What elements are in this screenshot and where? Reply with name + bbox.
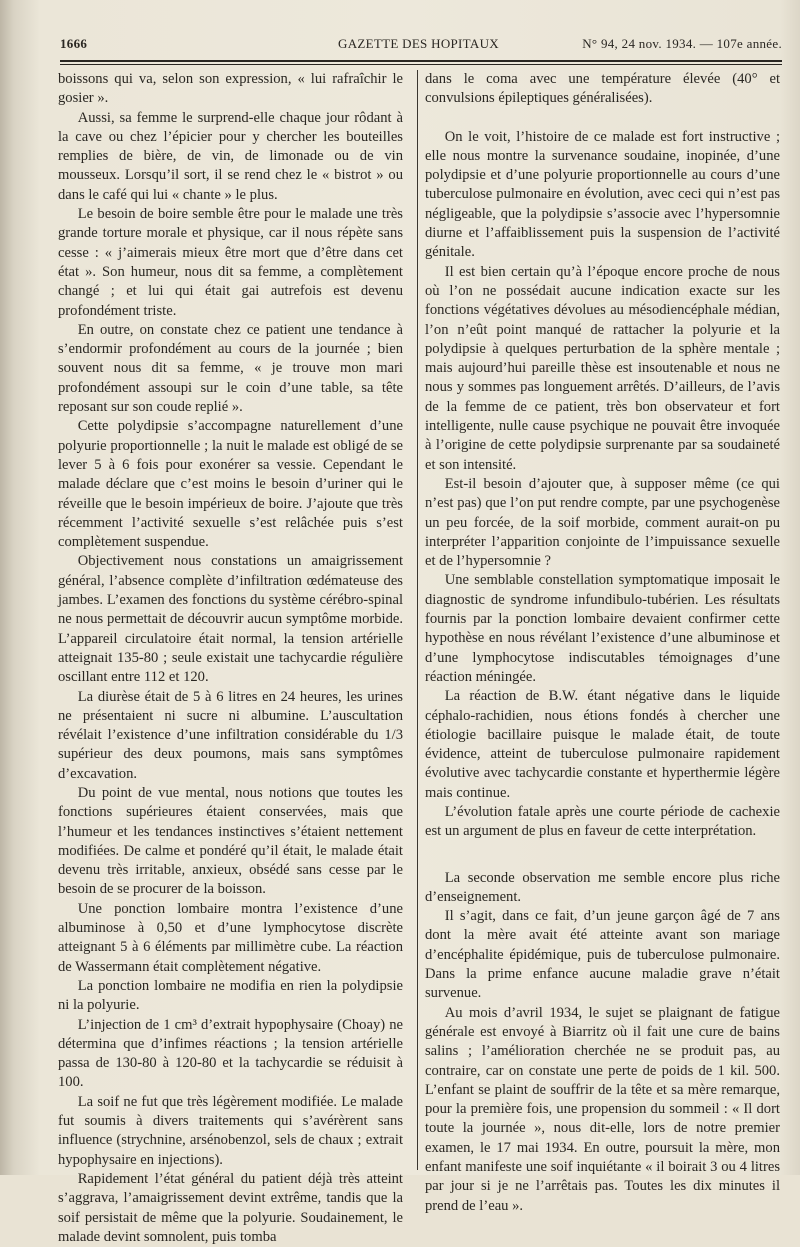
paragraph: On le voit, l’histoire de ce malade est fort instructive ; elle nous montre la survenance soudaine, inopinée, d’une polydipsie et d’une polyurie proportionnelle au cours d’une tuberculose pulmonaire en évolution, avec ceci qui n’est pas négligeable, que la polydipsie s’associe avec l’hypersomnie diurne et l’affaiblissement puis la suspension de l’activité génitale. (425, 128, 780, 261)
paragraph: Une ponction lombaire montra l’existence d’une albuminose à 0,50 et d’une lymphocytose discrète atteignant 5 à 6 éléments par millimètre cube. La réaction de Wassermann était complètement négative. (58, 900, 403, 975)
column-divider (417, 70, 418, 1170)
paragraph: L’évolution fatale après une courte période de cachexie est un argument de plus en faveur de cette interprétation. (425, 803, 780, 840)
paragraph: Une semblable constellation symptomatique imposait le diagnostic de syndrome infundibulo-tubérien. Les résultats fournis par la ponction lombaire devaient confirmer cette hypothèse en nous révélant l’existence d’une albuminose et d’une lymphocytose indiscutables témoignages d’une réaction méningée. (425, 572, 780, 685)
paragraph: Du point de vue mental, nous notions que toutes les fonctions supérieures étaient conservées, mais que l’humeur et les tendances instinctives s’étaient nettement modifiées. De calme et pondéré qu’il était, le malade était devenu très irritable, anxieux, obsédé sans cesse par le besoin de se procurer de la boisson. (58, 784, 403, 898)
right-column (425, 70, 780, 1216)
paragraph: boissons qui va, selon son expression, « lui rafraîchir le gosier ». (58, 71, 403, 107)
paragraph: La soif ne fut que très légèrement modifiée. Le malade fut soumis à divers traitements qui s’avérèrent sans influence (strychnine, arsénobenzol, sels de chaux ; extrait hypophysaire en injections). (58, 1093, 403, 1168)
paragraph: dans le coma avec une température élevée (40° et convulsions épileptiques généralisées). (425, 71, 780, 107)
page-number: 1666 (60, 36, 88, 51)
paragraph: Objectivement nous constations un amaigrissement général, l’absence complète d’infiltration œdémateuse des jambes. L’examen des fonctions du système cérébro-spinal ne nous permettait de découvrir aucun symptôme morbide. L’appareil circulatoire était normal, la tension artérielle atteignait 135-80 ; seule existait une tachycardie régulière oscillant entre 112 et 120. (58, 553, 403, 686)
paragraph: Le besoin de boire semble être pour le malade une très grande torture morale et physique, car il nous répète sans cesse : « j’aimerais mieux être mort que d’être dans cet état ». Son humeur, nous dit sa femme, a complètement changé ; et lui qui était gai autrefois est devenu profondément triste. (58, 206, 403, 319)
paragraph: Aussi, sa femme le surprend-elle chaque jour rôdant à la cave ou chez l’épicier pour y chercher les bouteilles remplies de bière, de vin, de limonade ou de vin mousseux. Lorsqu’il sort, il se rend chez le « bistrot » ou dans le café qui lui « chante » le plus. (58, 109, 403, 203)
paragraph: La diurèse était de 5 à 6 litres en 24 heures, les urines ne présentaient ni sucre ni albumine. L’auscultation révélait l’existence d’une infiltration considérable du 1/3 supérieur des deux poumons, mais sans symptômes d’excavation. (58, 688, 403, 782)
header-rule (60, 60, 782, 62)
header-rule-thin (60, 64, 782, 65)
issue-info: N° 94, 24 nov. 1934. — 107e année. (582, 36, 782, 51)
paragraph: Est-il besoin d’ajouter que, à supposer même (ce qui n’est pas) que l’on put rendre compte, par une psychogenèse un peu forcée, de la soif morbide, comment aurait-on pu interpréter l’apparition conjointe de l’impuissance sexuelle et de l’hypersomnie ? (425, 475, 780, 570)
paragraph: Cette polydipsie s’accompagne naturellement d’une polyurie proportionnelle ; la nuit le malade est obligé de se lever 5 à 6 fois pour exonérer sa vessie. Cependant le malade déclare que c’est moins le besoin d’uriner qui le réveille que le besoin impérieux de boire. J’ajoute que très récemment l’activité sexuelle s’est relâchée puis s’est complètement suspendue. (58, 418, 403, 551)
paragraph: Rapidement l’état général du patient déjà très atteint s’aggrava, l’amaigrissement devint extrême, tandis que la soif persistait de même que la polyurie. Soudainement, le malade devint somnolent, puis tomba (58, 1170, 403, 1245)
paragraph: Il est bien certain qu’à l’époque encore proche de nous où l’on ne possédait aucune indication exacte sur les fonctions végétatives dévolues au mésodiencéphale médian, l’on n’eût point manqué de rattacher la polyurie et la polydipsie à quelques perturbation de la sphère mentale ; mais aujourd’hui pareille thèse est insoutenable et nous ne nous y sommes pas longuement arrêtés. D’ailleurs, de l’avis de la femme de ce patient, très bon observateur et fort intelligente, nulle cause psychique ne pouvait être invoquée à l’origine de cette polydipsie surprenante par sa soudaineté et son intensité. (425, 263, 780, 473)
paragraph: La réaction de B.W. étant négative dans le liquide céphalo-rachidien, nous étions fondés à chercher une étiologie bacillaire puisque le malade était, de toute évidence, atteint de tuberculose pulmonaire rapidement évolutive avec tachycardie constante et hyperthermie légère mais continue. (425, 688, 780, 801)
paragraph: Au mois d’avril 1934, le sujet se plaignant de fatigue générale est envoyé à Biarritz où il fait une cure de bains salins ; l’amélioration cherchée ne se produit pas, au contraire, car on constate une perte de poids de 1 kil. 500. L’enfant se plaint de souffrir de la tête et sa mère remarque, pour la première fois, une propension du sommeil : « Il dort toute la journée », nous dit-elle, lors de notre premier examen, le 17 mai 1934. En outre, poursuit la mère, mon enfant manifeste une soif inquiétante « il boirait 3 ou 4 litres par jour si je ne l’arrêtais pas. Toutes les dix minutes il prend de l’eau ». (425, 1004, 780, 1214)
left-column (58, 70, 403, 1247)
paragraph: La ponction lombaire ne modifia en rien la polydipsie ni la polyurie. (58, 977, 403, 1014)
paragraph: En outre, on constate chez ce patient une tendance à s’endormir profondément au cours de la journée ; bien souvent nous dit sa femme, « je trouve mon mari profondément assoupi sur le coin d’une table, sa tête reposant sur son coude replié ». (58, 321, 403, 416)
paragraph: L’injection de 1 cm³ d’extrait hypophysaire (Choay) ne détermina que d’infimes réactions ; la tension artérielle passa de 130-80 à 120-80 et la tachycardie se réduisit à 100. (58, 1016, 403, 1091)
paragraph: Il s’agit, dans ce fait, d’un jeune garçon âgé de 7 ans dont la mère avait été atteinte avant son mariage d’encéphalite épidémique, puis de tuberculose pulmonaire. Dans la prime enfance aucune maladie grave n’était survenue. (425, 908, 780, 1002)
journal-title: GAZETTE DES HOPITAUX (338, 36, 499, 51)
running-header (60, 36, 782, 56)
paragraph: La seconde observation me semble encore plus riche d’enseignement. (425, 869, 780, 905)
